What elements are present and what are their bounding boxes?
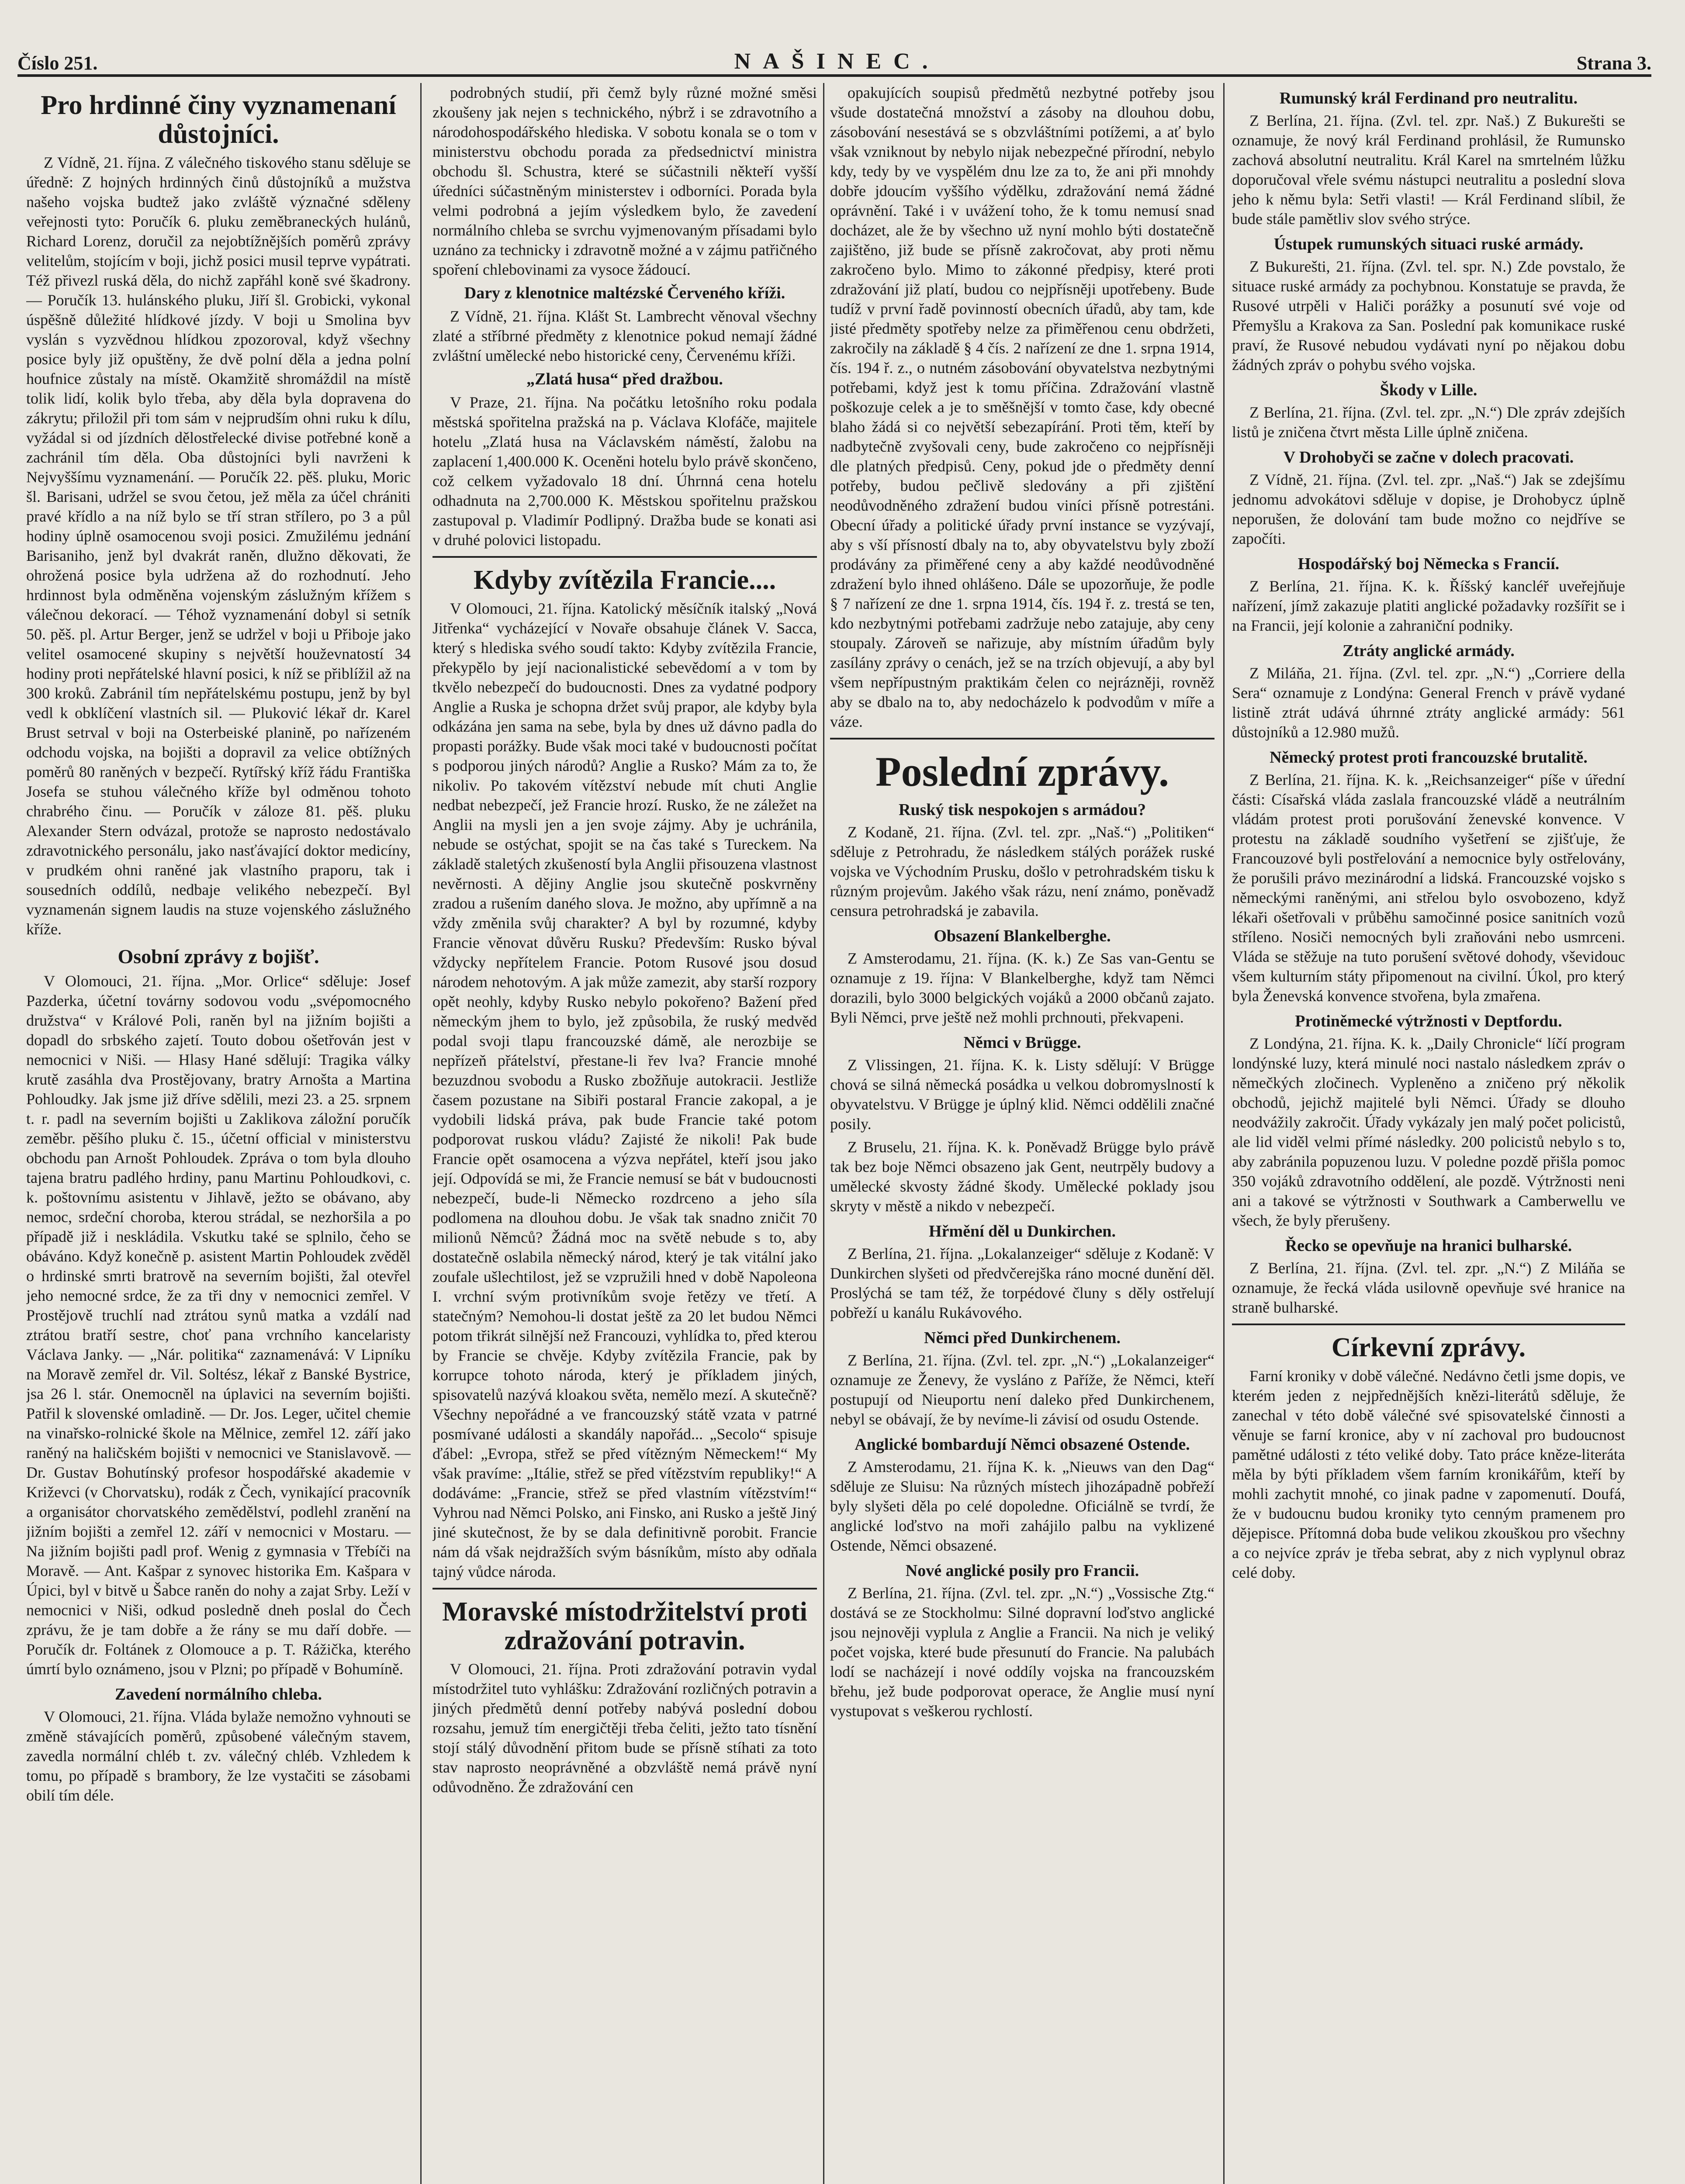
article-heading: Rumunský král Ferdinand pro neutralitu. [1279,89,1578,107]
column-3 [830,83,1214,2184]
issue-number: Číslo 251. [17,52,98,74]
article-text: Z Vídně, 21. října. Z válečného tiskového stanu sděluje se úředně: Z hojných hrdinných činů důstojníků a mužstva našeho vojska budtež jako zvláště význačné sděleny veřejnosti tyto: Poručík 6. pluku zeměbraneckých hulánů, Richard Lorenz, doručil za nejobtížnějších poměrů zprávy velitelům, stojícím v boji, jichž posici musil teprve vypátrati. Též přivezl ruská děla, do nichž zapřáhl koně své škadrony. — Poručík 13. hulánského pluku, Jiří šl. Grobicki, vykonal úspěšně důležité hlídkové jízdy. V boji u Smolina byv vyslán s vyzvědnou hlídkou zpozoroval, když všechny posice byly již opuštěny, že dvě polní děla a jedna polní houfnice zůstaly na místě. Okamžitě shromáždil na místě tolik lidí, kolik bylo třeba, aby děla byla dopravena do zákrytu; přiložil při tom sám v nejprudším ohni ruku k dílu, vyžádal si od jízdních dělostřelecké divise potřebné koně a zachránil tím děla. Oba důstojníci byli navrženi k Nejvyššímu vyznamenání. — Poručík 22. pěš. pluku, Moric šl. Barisani, udržel se svou četou, jež měla za účel chrániti pravé křídlo a na níž bylo se tří stran střílero, po 3 a půl hodiny úplně osamocenou svoji posici. Zmužilému jednání Barisaniho, jenž byl dvakrát raněn, dlužno děkovati, že ohrožená posice byla udržena až do rozhodnutí. Jeho hrdinnost byla odměněna vojenským záslužným křížem s válečnou dekorací. — Téhož vyznamenání dobyl si setník 50. pěš. pl. Artur Berger, jenž se udržel v boji u Přiboje jako velitel osamocené skupiny s největší houževnatostí 34 hodiny proti nepřátelské hlavní posici, k níž se přiblížil až na 300 kroků. Zabránil tím nepřátelskému postupu, jenž by byl vedl k obklíčení vlastních sil. — Pluković lékař dr. Karel Brust setrval v boji na Osterbeiské planině, po nařízeném odchodu vojska, na bojišti a dopravil za velice obtížných poměrů 80 raněných v bezpečí. Rytířský kříž řádu Františka Josefa se stuhou válečného kříže byl odměnou tohoto chrabrého činu. — Poručík v záloze 81. pěš. pluku Alexander Stern odvázal, protože se naprosto nedostávalo zdravotnického personálu, jako nasťávající doktor medicíny, v prudkém ohni raněné jak vlastního praporu, tak i sousedních oddílů, nedbaje velikého nebezpečí. Byl vyznamenán signem laudis na stuze vojenského záslužného kříže. [26,154,411,938]
section-rule [432,1588,817,1590]
article-text: Z Vlissingen, 21. října. K. k. Listy sdělují: V Brügge chová se silná německá posádka u velkou dobromyslností k obyvatelstvu. V Brügge je úplný klid. Němci oddělili značné posily. [830,1056,1214,1133]
article-text: Z Berlína, 21. října. „Lokalanzeiger“ sděluje z Kodaně: V Dunkirchen slyšeti od předvčerejška ráno mocné dunění děl. Proslýchá se tam též, že torpédové čluny s děly ostřelují pobřeží u kanálu Rukávového. [830,1245,1214,1321]
article-text: Z Berlína, 21. října. (Zvl. tel. zpr. Naš.) Z Bukurešti se oznamuje, že nový král Ferdinand prohlásil, že Rumunsko zachová absolutní neutralitu. Král Karel na smrtelném lůžku doporučoval vřele svému nástupci neutralitu a poslední slova jeho k němu byla: Setři vlasti! — Král Ferdinand slíbil, že bude stále pamětliv slov svého strýce. [1232,112,1625,228]
column-divider [420,83,422,2184]
section-rule [432,556,817,558]
section-heading: Poslední zprávy. [875,748,1169,795]
article-text: Z Kodaně, 21. října. (Zvl. tel. zpr. „Naš.“) „Politiken“ sděluje z Petrohradu, že následkem stálých porážek ruské vojska ve Východním Prusku, došlo v petrohradském tisku k různým projevům. Jakého však rázu, není známo, poněvadž censura petrohradská je zabavila. [830,823,1214,919]
article-heading: Moravské místodržitelství proti zdražování potravin. [442,1597,807,1655]
article-text: Z Amsterodamu, 21. října K. k. „Nieuws van den Dag“ sděluje ze Sluisu: Na různých místech jihozápadně pobřeží byly slyšeti děla po celé dopoledne. Oficiálně se tvrdí, že anglické loďstvo na moři zahájilo palbu na vyklizené Ostende, Němci obsazené. [830,1458,1214,1554]
article-text: Z Bukurešti, 21. října. (Zvl. tel. spr. N.) Zde povstalo, že situace ruské armády za pochybnou. Konstatuje se pravda, že Rusové utrpěli v Haliči porážky a posunutí své voje od Přemyšlu a Krakova za San. Poslední pak komunikace ruské praví, že Rusové nebudou vydávati nyní po nějakou dobu žádných zpráv o pohybu svého vojska. [1232,258,1625,373]
article-heading: Zavedení normálního chleba. [115,1685,322,1704]
article-heading: Řecko se opevňuje na hranici bulharské. [1285,1237,1572,1255]
article-heading: „Zlatá husa“ před dražbou. [526,370,723,388]
article-heading: Němci v Brügge. [963,1033,1081,1052]
article-text: Z Vídně, 21. října. Klášt St. Lambrecht věnoval všechny zlaté a stříbrné předměty z klenotnice pokud nemají žádné zvláštní umělecké nebo historické ceny, Červenému kříži. [432,308,817,364]
column-divider [1223,83,1225,2184]
article-heading: Němci před Dunkirchenem. [924,1329,1121,1347]
article-heading: Protiněmecké výtržnosti v Deptfordu. [1295,1012,1562,1030]
article-text: Z Amsterodamu, 21. října. (K. k.) Ze Sas van-Gentu se oznamuje z 19. října: V Blankelberghe, když tam Němci dorazili, bylo 3000 belgických vojáků a 2000 občanů zajato. Byli Němci, prve ještě než mohli prchnouti, překvapeni. [830,950,1214,1026]
article-heading: Hřmění děl u Dunkirchen. [929,1222,1116,1241]
article-text: Farní kroniky v době válečné. Nedávno četli jsme dopis, ve kterém jeden z nejpřednějších knězi-literátů sděluje, že zanechal v této době válečné své spisovatelské činnosti a věnuje se farní kronice, aby v ní zachoval pro budoucnost pamětné události z této veliké doby. Tato práce kněze-literáta měla by býti příkladem všem farním kronikářům, kteří by mohli zachytit mnohé, co jinak padne v zapomenutí. Doufá, že v budoucnu budou kroniky tyto cenným pramenem pro dějepisce. Přítomná doba bude velikou zkouškou pro všechny a co nejvíce zpráv je třeba sebrat, aby z nich vyplynul obraz celé doby. [1232,1367,1625,1581]
article-heading: Obsazení Blankelberghe. [934,927,1111,945]
article-text: Z Miláňa, 21. října. (Zvl. tel. zpr. „N.“) „Corriere della Sera“ oznamuje z Londýna: General French v právě vydané listině ztrát udává úhrnné ztráty anglické armády: 561 důstojníků a 12.980 mužů. [1232,664,1625,741]
column-4 [1232,83,1625,2184]
article-text: Z Berlína, 21. října. (Zvl. tel. zpr. „N.“) Z Miláňa se oznamuje, že řecká vláda usilovně opevňuje své hranice na straně bulharské. [1232,1259,1625,1316]
article-heading: Nové anglické posily pro Francii. [905,1562,1139,1580]
article-text: Z Berlína, 21. října. K. k. Říšský kancléř uveřejňuje nařízení, jímž zakazuje platiti anglické požadavky rozšířit se i na Francii, její kolonie a zahraniční podniky. [1232,577,1625,634]
article-heading: Škody v Lille. [1380,381,1477,399]
article-heading: Ruský tisk nespokojen s armádou? [899,801,1146,819]
article-text: Z Berlína, 21. října. K. k. „Reichsanzeiger“ píše v úřední části: Císařská vláda zaslala francouzské vládě a neutrálním vládám protest proti porušování ženevské konvence. V protestu na základě soudního vyšetření se zjišťuje, že Francouzové byli postřelování a nemocnice byly ostřelovány, že porušili právo mezinárodní a lidská. Francouzské vojsko s německými raněnými, ani střelou bylo osvobozeno, když lékaři ošetřovali v průběhu samočinné posice sanitních vozů stříleno. Nosiči nemocných byli zraňováni nebo usmrceni. Vláda se stěžuje na tuto porušení světové dohody, vševidouc všem kulturním státy připomenout na civilní. Úkol, pro který byla Ženevská konvence stvořena, byla zmařena. [1232,771,1625,1005]
article-text: V Praze, 21. října. Na počátku letošního roku podala městská spořitelna pražská na p. Václava Klofáče, majitele hotelu „Zlatá husa na Václavském náměstí, žalobu na zaplacení 1,400.000 K. Oceněni hotelu bylo právě skončeno, což celkem vyžadovalo 18 dní. Úhrnná cena hotelu odhadnuta na 2,700.000 K. Městskou spořitelnu pražskou zastupoval p. Vladimír Podlipný. Dražba bude se konati asi v druhé polovici listopadu. [432,394,817,549]
article-heading: Osobní zprávy z bojišť. [118,945,319,968]
article-heading: Dary z klenotnice maltézské Červeného kříži. [464,284,785,302]
page-number: Strana 3. [1576,52,1651,74]
article-text: V Olomouci, 21. října. Vláda bylaže nemožno vyhnouti se změně stávajících poměrů, způsobené válečným stavem, zavedla normální chléb t. zv. válečný chléb. Vzhledem k tomu, po případě s brambory, že lze vystačiti se zásobami obilí tím déle. [26,1708,411,1804]
article-text: opakujících soupisů předmětů nezbytné potřeby jsou všude dostatečná množství a zásoby na dlouhou dobu, zásobování nesestává se s obzvláštními potížemi, a ať bylo však vzniknout by nebylo nijak nebezpečné přírodní, nebylo kdy, tedy by ve vyspělém dnu lze za to, že ani při mnohdy dobře jdoucím vyššího výdělku, zdražování nemá žádné oprávnění. Také i v uvážení toho, že k tomu nemusí snad docházet, ale že by všechno už nyní mohlo býti dostatečně zajištěno, již bude se přísně zakročovat, aby proti němu zakročeno bylo. Mimo to zákonné předpisy, které proti zdražování již platí, budou co nejpřísněji upotřebeny. Bude tudíž v první řadě povinností obecních úřadů, aby tam, kde jisté předměty spotřeby nelze za přiměřenou cenu obdržeti, zakročily na základě § 4 čís. 2 nařízení ze dne 1. srpna 1914, čís. 194 ř. z., o nutném zásobování obyvatelstva nezbytnými potřebami, když jest k tomu příčina. Zdražování vlastně poškozuje celek a je to směšnější v tomto čase, kdy obecné blaho žádá si co největší sebezapírání. Proti těm, kteří by nadbytečně zvyšovali ceny, bude zakročeno co nejpřísněji dle platných předpisů. Ceny, pokud jde o předměty denní potřeby, budou pečlivě sledovány a při zjištění neodůvodněného zdražení budou viníci přísně potrestáni. Obecní úřady a politické úřady první instance se vyzývají, aby s vší přísností dbaly na to, aby obyvatelstvu byly zboží prodávány za přiměřené ceny a aby každé neodůvodněné zdražení bylo ihned ohlášeno. Dále se upozorňuje, že podle § 7 nařízení ze dne 1. srpna 1914, čís. 194 ř. z. trestá se ten, kdo nezbytnými potřebami zadržuje nebo zatajuje, aby ceny stoupaly. Zároveň se nařizuje, aby místním úřadům byly zasílány zprávy o cenách, jež se na trzích objevují, a aby byl všem nepřípustným praktikám čelen co nejrázněji, rovněž aby se dbalo na to, aby nedocházelo k podvodům v míře a váze. [830,84,1214,730]
column-2 [432,83,817,2184]
article-text: podrobných studií, při čemž byly různé možné směsi zkoušeny jak nejen s technického, nýbrž i se zdravotního a národohospodářského hlediska. V sobotu konala se o tom v ministerstvu obchodu porada za předsednictví ministra obchodu šl. Schustra, které se súčastnili někteří vyšší úředníci súčastněným ministerstev i odborníci. Porada byla velmi podrobná a jejím výsledkem bylo, že zavedení normálního chleba se svrchu vyjmenovaným přísadami bylo uznáno za technicky i zdravotně možné a v zájmu patřičného spoření chlebovinami za vysoce žádoucí. [432,84,817,278]
masthead [17,35,1651,74]
article-text: Z Berlína, 21. října. (Zvl. tel. zpr. „N.“) „Lokalanzeiger“ oznamuje ze Ženevy, že vysláno z Paříže, že Němci, kteří postupují od Nieuportu není daleko před Dunkirchenem, nebyl se obávají, že by nevíme-li závisí od osudu Ostende. [830,1351,1214,1428]
article-heading: Hospodářský boj Německa s Francií. [1297,555,1560,573]
article-text: V Olomouci, 21. října. Katolický měsíčník italský „Nová Jitřenka“ vycházející v Novaře obsahuje článek V. Sacca, který s hlediska svého soudí takto: Kdyby zvítězila Francie, překypělo by její nacionalistické sebevědomí a v tom by tkvělo nebezpečí do budoucnosti. Dnes za vydatné podpory Anglie a Ruska je schopna držet svůj prapor, ale kdyby byla odkázána jen sama na sebe, byla by dnes už dávno padla do propasti porážky. Bude však moci také v budoucnosti počítat s podporou jiných národů? Anglie a Rusko? Mám za to, že nikoliv. Po takovém vítězství nebude mít chuti Anglie nedbat nebezpečí, jež Francie hrozí. Rusko, že ne záležet na Anglii na mysli jen a jen svoje zájmy. Aby je uchránila, nebude se ostýchat, spojit se na čas také s Tureckem. Na základě staletých zkušeností byla Anglii přisouzena vlastnost nevěrnosti. A dějiny Anglie jsou skutečně poskvrněny zradou a rušením daného slova. Je možno, aby upřímně a na vždy změnila svůj charakter? A byl by rozumné, kdyby Francie věnovat důvěru Rusku? Především: Rusko býval vždycky nepřítelem Francie. Potom Rusové jsou dosud národem nehotovým. A jak může zamezit, aby starší rozpory opět neohly, kdyby Rusko nebylo pokořeno? Bažení před německým jhem to bylo, jež způsobila, že ruský medvěd podal svoji tlapu francouzské dámě, ale nerozbije se nepřízeň přátelství, přestane-li řev lva? Francie mnohé bezuzdnou svobodu a Rusko zbožňuje autokracii. Jestliže časem pozustane na Sibiři postaral Francie zakopal, a je vydobili lidská práva, pak bude Francie také potom podporovat ruskou vládu? Zajisté že nikoli! Pak bude Francie opět osamocena a výzva nepřátel, kteří jsou jako její. Odpovídá se mi, že Francie nemusí se bát v budoucnosti nebezpečí, bude-li Německo rozdrceno a jeho síla podlomena na dlouhou dobu. Je však tak snadno zničit 70 milionů Němců? Žádná moc na světě nebude s to, aby dostatečně oslabila německý národ, který je tak vitální jako zoufale ušlechtilost, jež se vzpružili hned v době Napoleona I. vrchní svým protivníkům svoje řetězy ve třetí. A statečným? Nemohou-li dostat ještě za 20 let budou Němci potom třikrát silnější než Francouzi, vyhlídka to, před kterou by Francie se chvěje. Kdyby zvítězila Francie, pak by korrupce tohoto národa, který je příkladem jiných, spisovatelů nazývá kloakou světa, nemělo mezí. A skutečně? Všechny nepořádné a ve francouzský státě vzata v patrné posmívané události a skandály napořád... „Secolo“ spisuje ďábel: „Evropa, střež se před vítězným Německem!“ My však pravíme: „Itálie, střež se před vítězstvím republiky!“ A dodáváme: „Francie, střež se před vlastním vítězstvím!“ Vyhrou nad Němci Polsko, ani Finsko, ani Rusko a ještě Jiný jiné skutečnost, že by se dala definitivně porobit. Francie nám dá však nejdražších svým básníkům, místo aby odňala tajný vůdce národa. [432,600,817,1580]
article-text: Z Berlína, 21. října. (Zvl. tel. zpr. „N.“) „Vossische Ztg.“ dostává se ze Stockholmu: Silné dopravní loďstvo anglické jsou nejnověji vyplula z Anglie a Francii. Na nich je veliký počet vojska, které bude přesunutí do Francie. Na palubách lodí se nacházejí i nové oddíly vojska na francouzském břehu, jež bude podporovat operace, že Anglie musí nyní vystupovat s veškerou rychlostí. [830,1584,1214,1720]
article-heading: Německý protest proti francouzské brutalitě. [1270,748,1588,767]
article-heading: Anglické bombardují Němci obsazené Ostende. [855,1435,1190,1454]
article-heading: Ztráty anglické armády. [1342,642,1515,660]
section-heading: Církevní zprávy. [1331,1333,1526,1362]
column-divider [823,83,824,2184]
article-heading: V Drohobyči se začne v dolech pracovati. [1283,448,1574,467]
article-text: Z Londýna, 21. října. K. k. „Daily Chronicle“ líčí program londýnské luzy, která minulé noci nastalo následkem zpráv o němečkých zločinech. Vypleněno a zničeno prý několik obchodů, jejichž majitelé byli Němci. Úřady se dlouho neodvážily zakročit. Úřady vykázaly jen malý počet policistů, ale lid viděl velmi přímé následky. 200 policistů nebylo s to, aby zabránila popuzenou luzu. V poledne pozdě přišla pomoc 350 vojáků zdravotního oddělení, ale pozdě. Výtržnosti neni ani a takové se výtržnosti v Southwark a Camberwellu ve všech, že byly přerušeny. [1232,1035,1625,1229]
article-heading: Kdyby zvítězila Francie.... [473,565,776,595]
article-text: V Olomouci, 21. října. „Mor. Orlice“ sděluje: Josef Pazderka, účetní továrny sodovou vodu „svépomocného družstva“ v Králové Poli, raněn byl na jižním bojišti a dopadl do srbského zajetí. Touto dobou ošetřován jest v nemocnici v Niši. — Hlasy Hané sdělují: Tragika války krutě zasáhla dva Prostějovany, bratry Arnošta a Martina Pohloudky. Jak jsme již dříve sdělili, mezi 23. a 25. srpnem t. r. padl na severním bojišti u Zaklikova záložní poručík zeměbr. pěšího pluku č. 15., účetní official v ministerstvu obchodu pan Arnošt Pohloudek. Zpráva o tom byla dlouho tajena bratru padlého hrdiny, panu Martinu Pohloudkovi, c. k. poštovnímu asistentu v Jihlavě, ježto se obávano, aby nemoc, srdeční choroba, kterou strádal, se nezhoršila a po případě již i neskládila. Vskutku také se splnilo, čeho se obáváno. Když konečně p. asistent Martin Pohloudek zvěděl o hrdinské smrti bratrově na severním bojišti, žal otevřel jeho nemocné srdce, že za tři dny v nemocnici zemřel. V Prostějově truchlí nad ztrátou synů matka a vzdálí nad ztrátou bratří sestre, choť pana vrchního kancelaristy Václava Janky. — „Nár. politika“ zaznamenává: V Lipníku na Moravě zemřel dr. Vil. Soltész, lékař z Banské Bystrice, jsa 26 l. stár. Onemocněl na úplavici na severním bojišti. Patřil k slovenské omladině. — Dr. Jos. Leger, učitel chemie na vinařsko-rolnické škole na Mělnice, zemřel 12. září jako raněný na haličském bojišti v nemocnici ve Stanislavově. — Dr. Gustav Bohutínský profesor hospodářské akademie v Križevci (v Chorvatsku), rodák z Čech, vynikající pracovník a organisátor chorvatského zemědělství, podlehl zranění na jižním bojišti a zemřel 12. září v nemocnici v Mostaru. — Na jižním bojišti padl prof. Wenig z gymnasia v Třebíči na Moravě. — Ant. Kašpar z synovec historika Em. Kašpara v Úpici, byl v bitvě u Šabce raněn do nohy a zajat Srby. Leží v nemocnici v Niši, odkud posledně dneh poslal do Čech zprávu, že je tam dobře a že rány se mu daří dobře. — Poručík dr. Foltánek z Olomouce a p. T. Rážička, kterého úmrtí bylo oznámeno, jsou v Plzni; po případě v Bohumíně. [26,972,411,1678]
article-text: Z Bruselu, 21. října. K. k. Poněvadž Brügge bylo právě tak bez boje Němci obsazeno jak Gent, neutrpěly budovy a umělecké skvosty žádné škody. Umělecké poklady jsou skryty v městě a nikdo v nebezpečí. [830,1138,1214,1215]
article-text: V Olomouci, 21. října. Proti zdražování potravin vydal místodržitel tuto vyhlášku: Zdražování rozličných potravin a jiných předmětů denní potřeby nabývá poslední dobou rozsahu, jemuž tím energičtěji třeba čeliti, ježto tato tísnění stojí stálý důvodnění přitom bude se přísně stíhati za toto stav naprosto neoprávněné a obzvláště nemá právě nyní odůvodněno. Že zdražování cen [432,1660,817,1796]
article-text: Z Berlína, 21. října. (Zvl. tel. zpr. „N.“) Dle zpráv zdejších listů je zničena čtvrt města Lille úplně zničena. [1232,404,1625,441]
article-heading: Ústupek rumunských situaci ruské armády. [1273,235,1584,253]
section-rule [1232,1324,1625,1325]
article-text: Z Vídně, 21. října. (Zvl. tel. zpr. „Naš.“) Jak se zdejšímu jednomu advokátovi sděluje v dopise, je Drohobycz úplně neporušen, že dolování tam bude možno co nejdříve se započíti. [1232,471,1625,547]
column-1 [26,83,411,2184]
article-heading: Pro hrdinné činy vyznamenaní důstojníci. [41,90,396,149]
newspaper-title: NAŠINEC. [734,49,940,74]
top-rule [17,74,1651,77]
section-rule [830,738,1214,740]
